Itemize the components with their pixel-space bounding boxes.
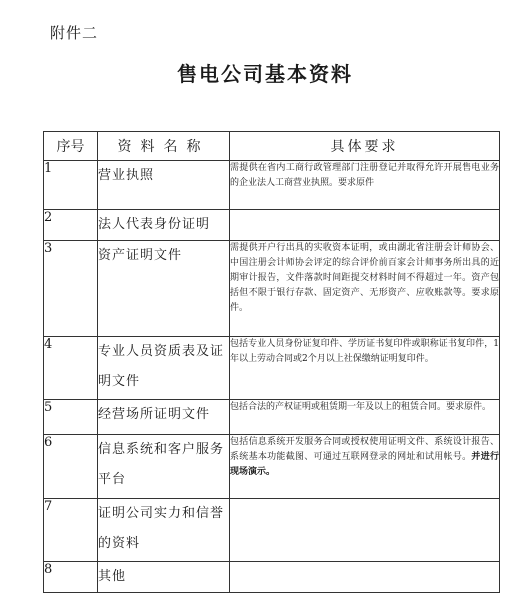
requirements-table [43,131,500,593]
row-requirement: 需提供开户行出具的实收资本证明，或由湖北省注册会计师协会、中国注册会计师协会评定的综合评价前百家会计师事务所出具的近期审计报告，文件落款时间距提交材料时间不得超过一年。资产包括但不限于银行存款、固定资产、无形资产、应收账款等。要求原件。 [230,241,500,337]
row-number: 4 [44,337,98,400]
document-title: 售电公司基本资料 [177,62,353,86]
row-document-name: 信息系统和客户服务平台 [98,435,230,499]
row-number: 3 [44,241,98,337]
row-requirement [230,499,500,562]
table-row [44,337,500,400]
header-serial-number: 序号 [44,132,98,161]
row-document-name: 证明公司实力和信誉的资料 [98,499,230,562]
table-row [44,562,500,593]
row-requirement: 需提供在省内工商行政管理部门注册登记并取得允许开展售电业务的企业法人工商营业执照。要求原件 [230,161,500,210]
table-row [44,435,500,499]
header-document-name: 资料名称 [98,132,230,161]
row-document-name: 其他 [98,562,230,593]
table-row [44,210,500,241]
row-document-name: 法人代表身份证明 [98,210,230,241]
header-requirements: 具体要求 [230,132,500,161]
row-number: 8 [44,562,98,593]
row-number: 2 [44,210,98,241]
row-requirement: 包括合法的产权证明或租赁期一年及以上的租赁合同。要求原件。 [230,400,500,435]
attachment-label: 附件二 [50,24,99,42]
table-row [44,161,500,210]
row-document-name: 专业人员资质表及证明文件 [98,337,230,400]
requirement-text: 包括信息系统开发服务合同或授权使用证明文件、系统设计报告、系统基本功能截图、可通过互联网登录的网址和试用帐号。 [230,437,499,462]
row-number: 7 [44,499,98,562]
row-document-name: 资产证明文件 [98,241,230,337]
row-requirement: 包括专业人员身份证复印件、学历证书复印件或职称证书复印件，1年以上劳动合同或2个月以上社保缴纳证明复印件。 [230,337,500,400]
table-header-row [44,132,500,161]
table-row [44,499,500,562]
row-document-name: 营业执照 [98,161,230,210]
table-row [44,400,500,435]
row-document-name: 经营场所证明文件 [98,400,230,435]
table-row [44,241,500,337]
requirement-emphasis: 并进行现场演示。 [230,452,499,477]
row-requirement [230,435,500,499]
row-number: 6 [44,435,98,499]
row-requirement [230,210,500,241]
row-number: 1 [44,161,98,210]
row-number: 5 [44,400,98,435]
row-requirement [230,562,500,593]
